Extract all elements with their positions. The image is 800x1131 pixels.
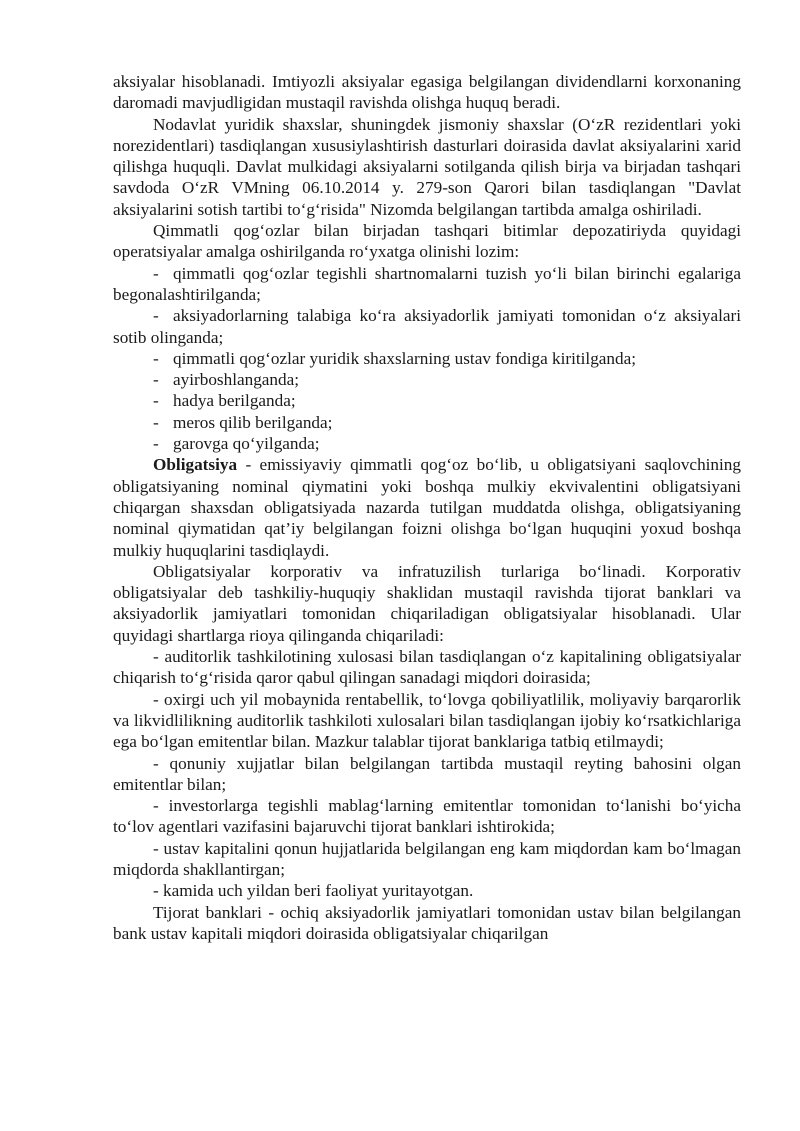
paragraph-otc-registration: Qimmatli qog‘ozlar bilan birjadan tashqari bitimlar depozatiriyda quyidagi operatsiyalar amalga oshirilganda ro‘yxatga olinishi lozim: bbox=[113, 221, 741, 262]
paragraph-continuation: aksiyalar hisoblanadi. Imtiyozli aksiyalar egasiga belgilangan dividendlarni korxonaning daromadi mavjudligidan mustaqil ravishda olishga huquq beradi. bbox=[113, 72, 741, 113]
condition-item: - kamida uch yildan beri faoliyat yuritayotgan. bbox=[153, 881, 474, 901]
paragraph-bond-types: Obligatsiyalar korporativ va infratuzilish turlariga bo‘linadi. Korporativ obligatsiyalar deb tashkiliy-huquqiy shaklidan mustaqil ravishda tijorat banklari va aksiyadorlik jamiyatlari tomonidan chiqariladigan obligatsiyalar hisoblanadi. Ular quyidagi shartlarga rioya qilinganda chiqariladi: bbox=[113, 561, 741, 645]
list-item: - hadya berilganda; bbox=[153, 391, 296, 411]
paragraph-bond-definition: Obligatsiya - emissiyaviy qimmatli qog‘oz bo‘lib, u obligatsiyani saqlovchining obligatsiyaning nominal qiymatini yoki boshqa mulkiy ekvivalentini obligatsiyani chiqargan shaxsdan obligatsiyada nazarda tutilgan muddatda olishga, obligatsiyaning nominal qiymatidan qat’iy belgilangan foizni olishga bo‘lgan huquqini yoxud boshqa mulkiy huquqlarini tasdiqlaydi. bbox=[113, 455, 741, 560]
term-obligatsiya: Obligatsiya bbox=[153, 455, 238, 475]
condition-item: - oxirgi uch yil mobaynida rentabellik, to‘lovga qobiliyatlilik, moliyaviy barqarorlik va likvidlilikning auditorlik tashkiloti xulosalari bilan tasdiqlangan ijobiy ko‘rsatkichlariga ega bo‘lgan emitentlar bilan. Mazkur talablar tijorat banklariga tatbiq etilmaydi; bbox=[113, 689, 741, 752]
condition-item: - investorlarga tegishli mablag‘larning emitentlar tomonidan to‘lanishi bo‘yicha to‘lov agentlari vazifasini bajaruvchi tijorat banklari ishtirokida; bbox=[113, 796, 741, 837]
document-body bbox=[113, 71, 741, 944]
list-item: - ayirboshlanganda; bbox=[153, 370, 300, 390]
list-item: - qimmatli qog‘ozlar yuridik shaxslarning ustav fondiga kiritilganda; bbox=[153, 348, 637, 368]
condition-item: - ustav kapitalini qonun hujjatlarida belgilangan eng kam miqdordan kam bo‘lmagan miqdorda shakllantirgan; bbox=[113, 838, 741, 879]
list-item: - qimmatli qog‘ozlar tegishli shartnomalarni tuzish yo‘li bilan birinchi egalariga begonalashtirilganda; bbox=[113, 263, 741, 304]
list-item: - garovga qo‘yilganda; bbox=[153, 434, 320, 454]
paragraph-state-shares-purchase: Nodavlat yuridik shaxslar, shuningdek jismoniy shaxslar (O‘zR rezidentlari yoki norezidentlari) tasdiqlangan xususiylashtirish dasturlari doirasida davlat aksiyalarini xarid qilishga huquqli. Davlat mulkidagi aksiyalarni sotilganda qilish birja va birjadan tashqari savdoda O‘zR VMning 06.10.2014 y. 279-son Qarori bilan tasdiqlangan "Davlat aksiyalarini sotish tartibi to‘g‘risida" Nizomda belgilangan tartibda amalga oshiriladi. bbox=[113, 114, 741, 219]
list-item: - aksiyadorlarning talabiga ko‘ra aksiyadorlik jamiyati tomonidan o‘z aksiyalari sotib olinganda; bbox=[113, 306, 741, 347]
condition-item: - qonuniy xujjatlar bilan belgilangan tartibda mustaqil reyting bahosini olgan emitentlar bilan; bbox=[113, 753, 741, 794]
paragraph-commercial-banks: Tijorat banklari - ochiq aksiyadorlik jamiyatlari tomonidan ustav bilan belgilangan bank ustav kapitali miqdori doirasida obligatsiyalar chiqarilgan bbox=[113, 902, 741, 943]
list-item: - meros qilib berilganda; bbox=[153, 412, 333, 432]
condition-item: - auditorlik tashkilotining xulosasi bilan tasdiqlangan o‘z kapitalining obligatsiyalar chiqarish to‘g‘risida qaror qabul qilingan sanadagi miqdori doirasida; bbox=[113, 647, 741, 688]
